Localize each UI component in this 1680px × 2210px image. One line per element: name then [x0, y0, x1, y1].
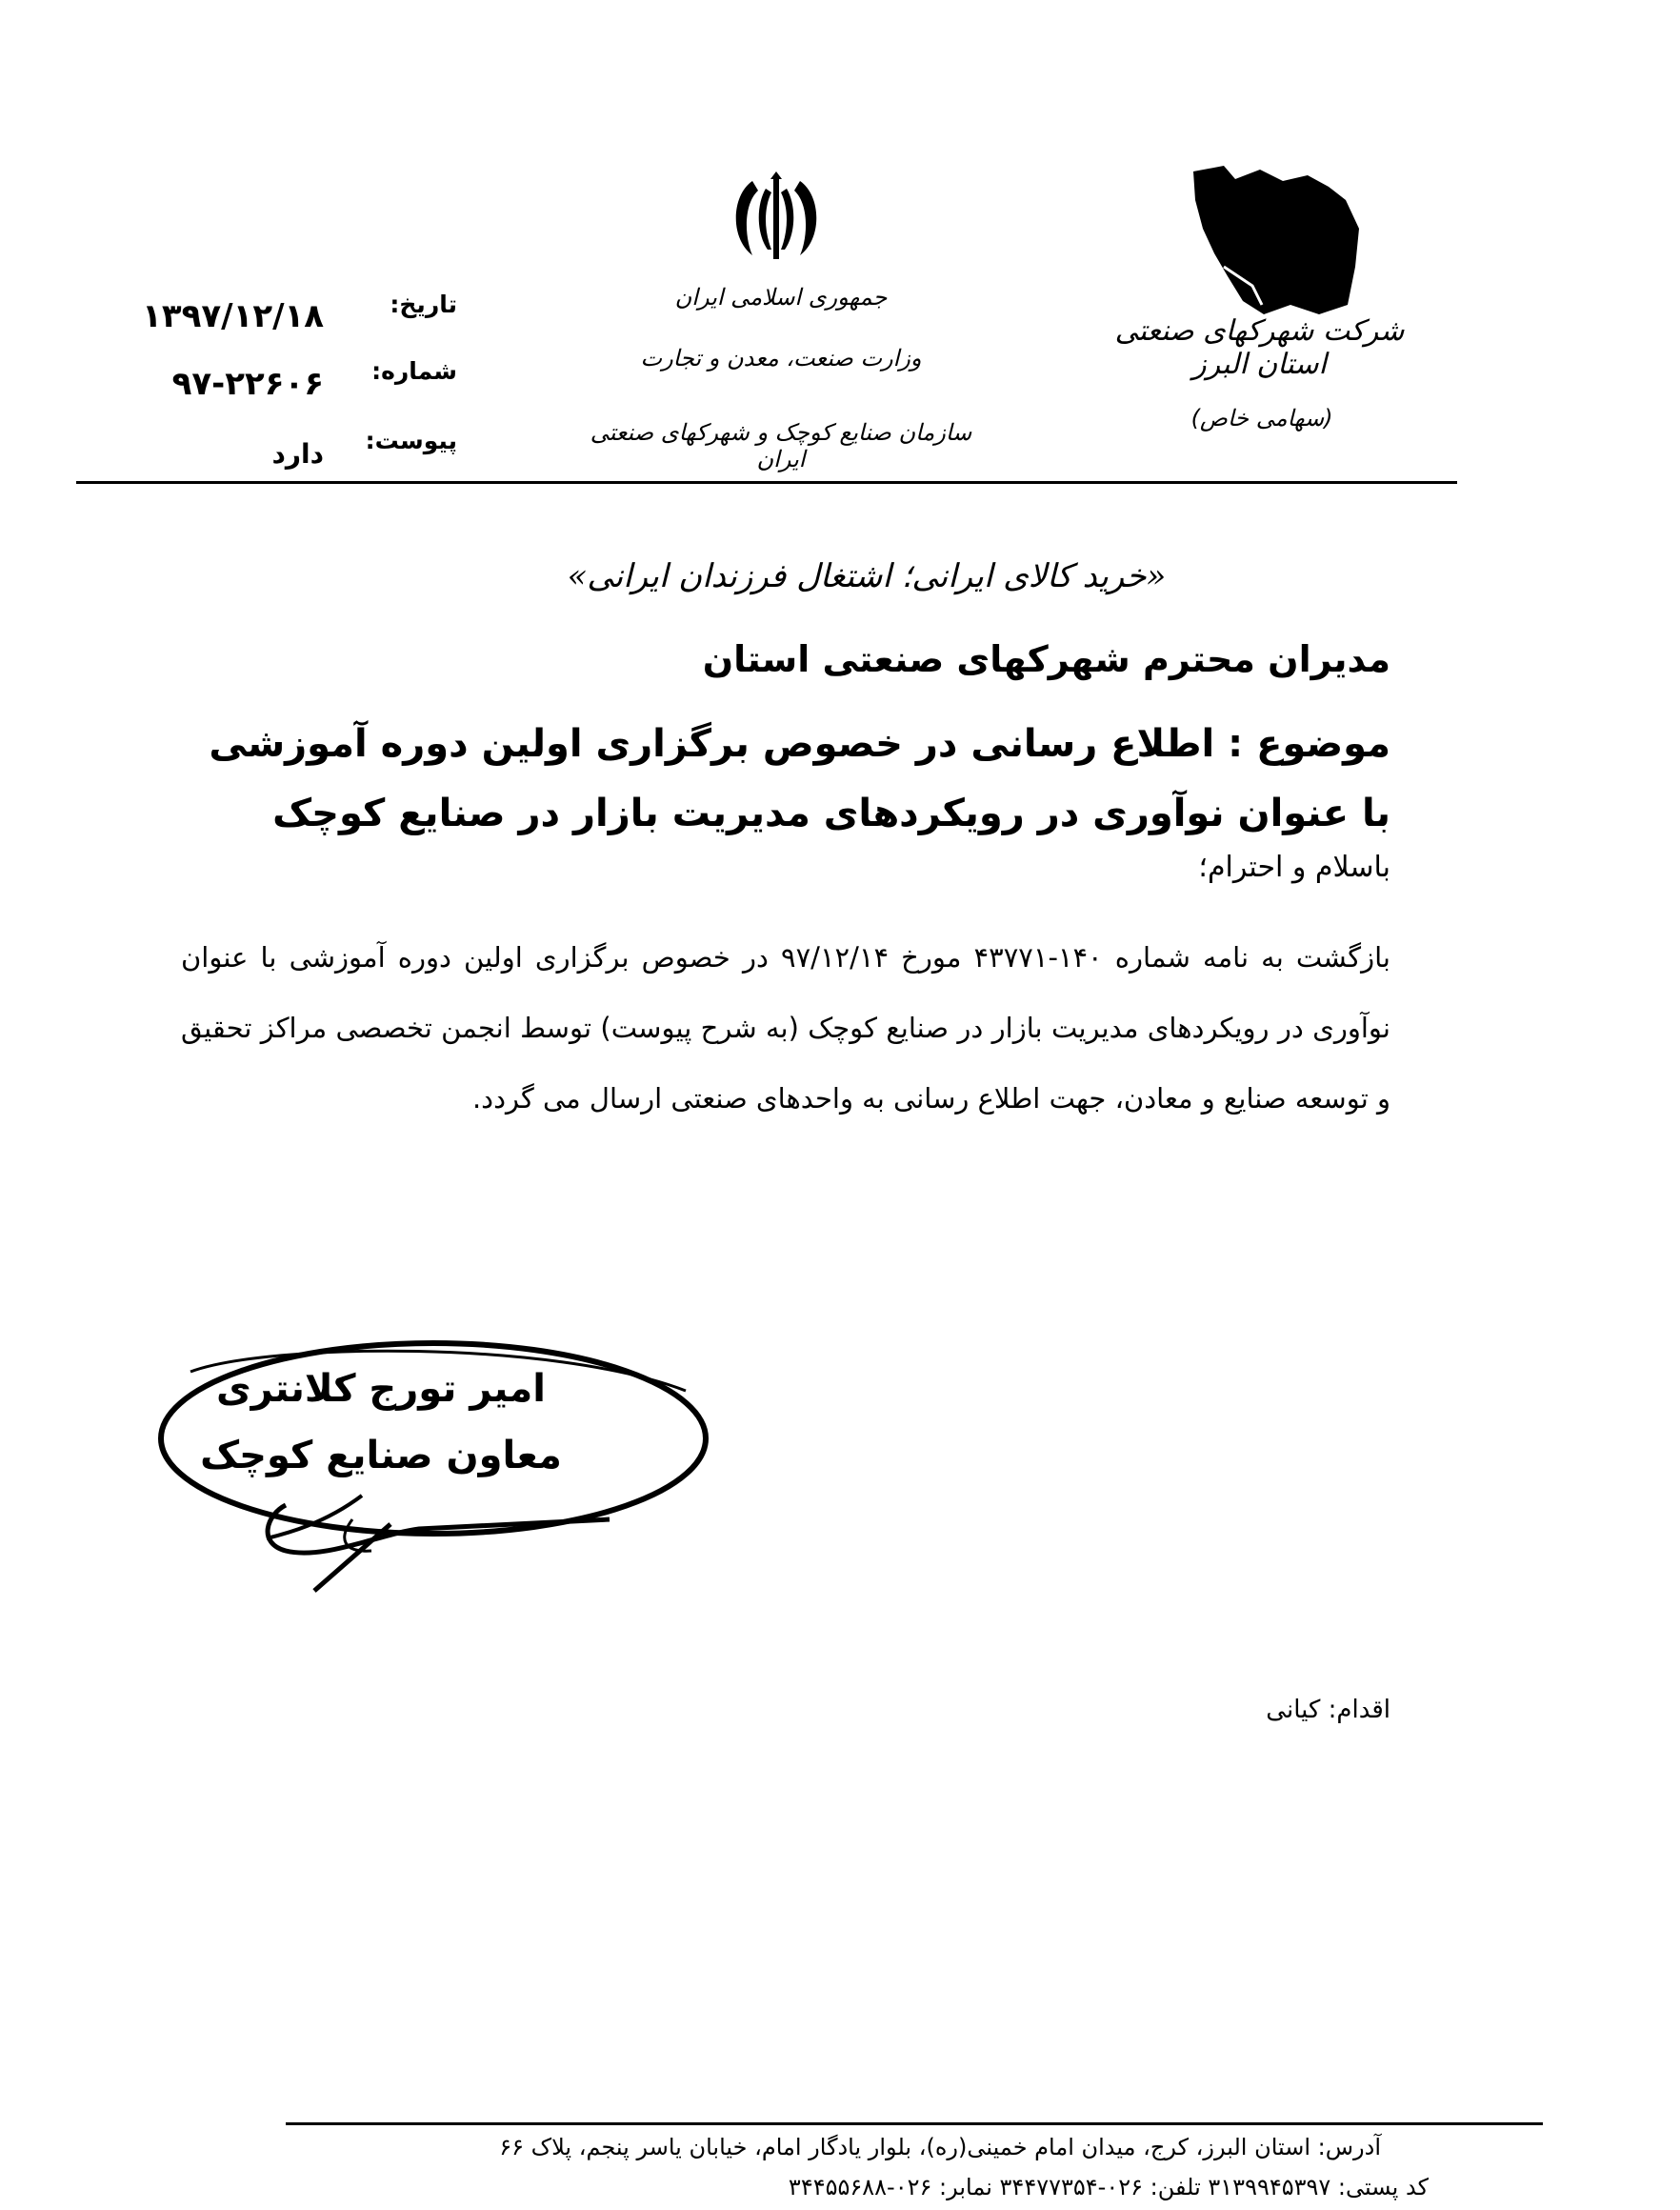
footer-divider — [286, 2122, 1543, 2125]
government-name: جمهوری اسلامی ایران — [674, 284, 888, 311]
iran-emblem-icon — [724, 171, 829, 267]
slogan: «خرید کالای ایرانی؛ اشتغال فرزندان ایرانی» — [567, 557, 1167, 595]
date-value: ۱۳۹۷/۱۲/۱۸ — [142, 297, 324, 335]
number-value: ۹۷-۲۲۶۰۶ — [171, 365, 324, 403]
attachment-label: پیوست: — [365, 427, 457, 454]
addressee: مدیران محترم شهرکهای صنعتی استان — [702, 638, 1390, 680]
attachment-value: دارد — [271, 438, 324, 470]
letter-body: بازگشت به نامه شماره ۱۴۰-۴۳۷۷۱ مورخ ۹۷/۱۲/۱۴ در خصوص برگزاری اولین دوره آموزشی با عنوان نوآوری در رویکردهای مدیریت بازار در صنایع کوچک (به شرح پیوست) توسط انجمن تخصصی مراکز تحقیق و توسعه صنایع و معادن، جهت اطلاع رسانی به واحدهای صنعتی ارسال می گردد. — [181, 941, 1390, 1115]
signatory-title: معاون صنایع کوچک — [200, 1434, 562, 1477]
organization-name: سازمان صنایع کوچک و شهرکهای صنعتی ایران — [590, 419, 972, 472]
company-name: شرکت شهرکهای صنعتی استان البرز — [1114, 314, 1405, 381]
number-label: شماره: — [371, 357, 457, 385]
ministry-name: وزارت صنعت، معدن و تجارت — [640, 345, 922, 372]
footer-postal: کد پستی: ۳۱۳۹۹۴۵۳۹۷ تلفن: ۰۲۶-۳۴۴۷۷۳۵۴ نمابر: ۰۲۶-۳۴۴۵۵۶۸۸ — [788, 2174, 1429, 2200]
footer-address: آدرس: استان البرز، کرج، میدان امام خمینی(ره)، بلوار یادگار امام، خیابان یاسر پنجم، پلاک ۶۶ — [499, 2134, 1381, 2160]
action-note: اقدام: کیانی — [1266, 1696, 1390, 1724]
subject: موضوع : اطلاع رسانی در خصوص برگزاری اولین دوره آموزشی با عنوان نوآوری در رویکردهای مدیریت بازار در صنایع کوچک — [209, 722, 1390, 835]
header-divider — [76, 481, 1457, 484]
signatory-name: امیر تورج کلانتری — [215, 1367, 546, 1411]
company-type: (سهامی خاص) — [1190, 405, 1333, 432]
date-label: تاریخ: — [390, 291, 457, 318]
signature — [248, 1486, 629, 1600]
greeting: باسلام و احترام؛ — [1198, 851, 1390, 884]
iran-map-icon — [1186, 162, 1362, 319]
